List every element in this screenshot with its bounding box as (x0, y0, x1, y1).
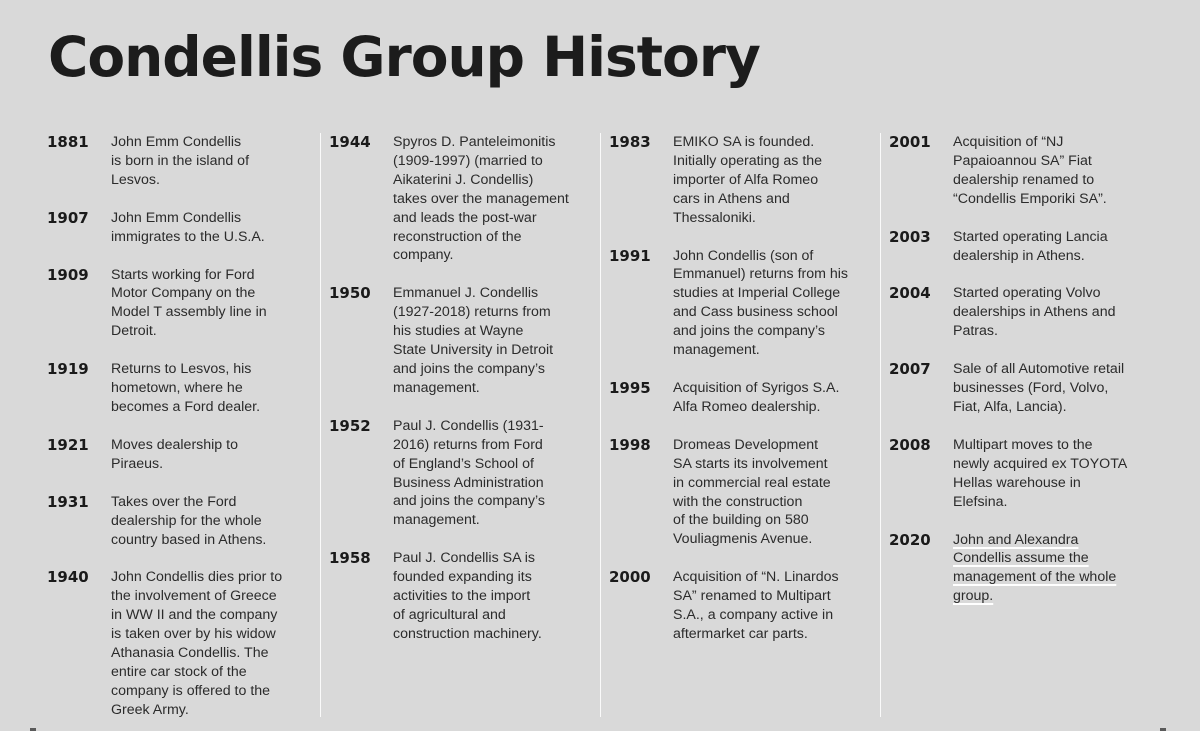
timeline-entry (601, 133, 880, 228)
timeline-column-4 (880, 133, 1168, 717)
entry-description: Moves dealership to Piraeus. (111, 436, 238, 472)
entry-year: 1944 (329, 133, 371, 151)
timeline-column-2 (320, 133, 600, 717)
entry-description: John and Alexandra Condellis assume the management of the whole group. (953, 531, 1117, 605)
entry-description: EMIKO SA is founded. Initially operating as the importer of Alfa Romeo cars in Athens and Thessaloniki. (673, 134, 823, 226)
timeline-entry (881, 531, 1168, 607)
entry-year: 1995 (609, 378, 651, 397)
entry-description: Paul J. Condellis (1931- 2016) returns from Ford of England’s School of Business Administration and joins the company’s management. (393, 417, 545, 529)
entry-year: 2020 (889, 530, 931, 549)
timeline-entry (321, 417, 600, 530)
timeline-entry (881, 284, 1168, 341)
entry-description: Starts working for Ford Motor Company on the Model T assembly line in Detroit. (111, 266, 267, 340)
entry-year: 2003 (889, 227, 931, 246)
entry-description: Takes over the Ford dealership for the whole country based in Athens. (111, 493, 267, 548)
entry-description: Sale of all Automotive retail businesses (Ford, Volvo, Fiat, Alfa, Lancia). (953, 361, 1125, 415)
timeline-column-1 (38, 133, 320, 717)
entry-year: 2007 (889, 360, 931, 379)
timeline-entry (601, 436, 880, 549)
timeline-entry (881, 360, 1168, 417)
timeline-entry (38, 493, 320, 550)
entry-description: Started operating Lancia dealership in Athens. (953, 228, 1108, 264)
timeline (38, 133, 1168, 717)
entry-description: John Condellis (son of Emmanuel) returns from his studies at Imperial College and Cass business school and joins the company’s management. (673, 247, 849, 359)
entry-year: 1983 (609, 133, 651, 151)
entry-description: Started operating Volvo dealerships in Athens and Patras. (953, 285, 1116, 340)
entry-year: 1958 (329, 549, 371, 568)
entry-year: 1931 (47, 492, 89, 511)
entry-description: Dromeas Development SA starts its involvement in commercial real estate with the construction of the building on 580 Vouliagmenis Avenue. (673, 436, 831, 548)
entry-year: 1952 (329, 416, 371, 435)
timeline-entry (38, 266, 320, 342)
entry-description: Returns to Lesvos, his hometown, where he becomes a Ford dealer. (111, 361, 261, 415)
entry-year: 1919 (47, 360, 89, 379)
page-title: Condellis Group History (48, 25, 760, 89)
timeline-entry (38, 360, 320, 417)
entry-year: 1950 (329, 284, 371, 303)
entry-year: 1998 (609, 435, 651, 454)
entry-year: 1881 (47, 133, 89, 151)
entry-year: 2000 (609, 568, 651, 587)
timeline-entry (38, 133, 320, 190)
entry-description: Emmanuel J. Condellis (1927-2018) returns from his studies at Wayne State University in Detroit and joins the company’s management. (393, 285, 554, 396)
timeline-entry (881, 228, 1168, 266)
entry-year: 2004 (889, 284, 931, 303)
entry-year: 1907 (47, 208, 89, 227)
entry-year: 1991 (609, 246, 651, 265)
entry-description: Acquisition of “NJ Papaioannou SA” Fiat dealership renamed to “Condellis Emporiki SA”. (953, 134, 1107, 207)
timeline-entry (38, 209, 320, 247)
entry-year: 1921 (47, 435, 89, 454)
entry-description: Spyros D. Panteleimonitis (1909-1997) (married to Aikaterini J. Condellis) takes over the management and leads the post-war reconstruction of the company. (393, 134, 569, 264)
entry-description: John Emm Condellis immigrates to the U.S.A. (111, 209, 265, 245)
entry-year: 2001 (889, 133, 931, 151)
entry-description: Acquisition of “N. Linardos SA” renamed to Multipart S.A., a company active in aftermarket car parts. (673, 569, 839, 642)
entry-description: Paul J. Condellis SA is founded expanding its activities to the import of agricultural and construction machinery. (393, 550, 542, 642)
entry-description: John Emm Condellis is born in the island of Lesvos. (111, 134, 250, 188)
entry-description: John Condellis dies prior to the involvement of Greece in WW II and the company is taken over by his widow Athanasia Condellis. The entire car stock of the company is offered to the Greek Army. (111, 569, 283, 718)
timeline-entry (881, 133, 1168, 209)
entry-description: Acquisition of Syrigos S.A. Alfa Romeo dealership. (673, 379, 840, 415)
timeline-entry (601, 568, 880, 644)
entry-description: Multipart moves to the newly acquired ex TOYOTA Hellas warehouse in Elefsina. (953, 436, 1128, 510)
timeline-entry (321, 133, 600, 265)
entry-year: 1909 (47, 265, 89, 284)
timeline-entry (38, 436, 320, 474)
timeline-entry (601, 247, 880, 360)
timeline-entry (321, 549, 600, 644)
entry-year: 1940 (47, 568, 89, 587)
timeline-entry (38, 568, 320, 719)
timeline-entry (881, 436, 1168, 512)
timeline-entry (321, 284, 600, 397)
timeline-entry (601, 379, 880, 417)
entry-year: 2008 (889, 435, 931, 454)
timeline-column-3 (600, 133, 880, 717)
